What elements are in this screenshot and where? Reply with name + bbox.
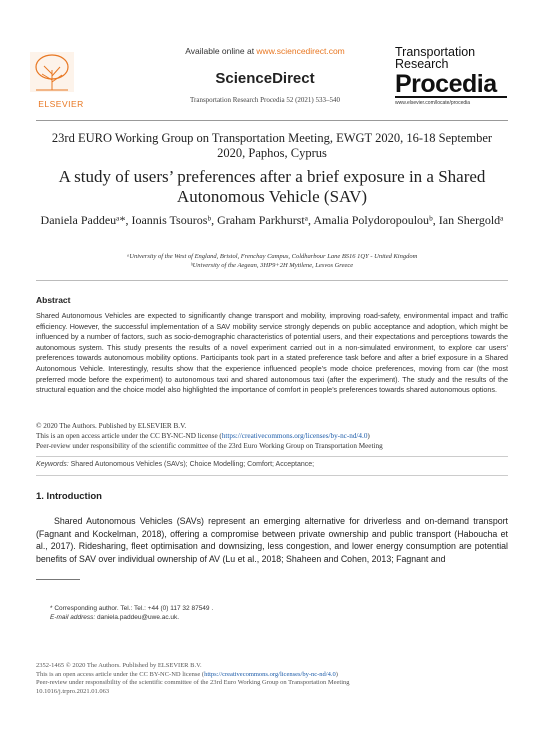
email-line (50, 613, 490, 622)
open-access-line (36, 431, 508, 441)
journal-logo-line1: Transportation (395, 45, 476, 59)
available-online (140, 46, 390, 56)
keywords-text: Shared Autonomous Vehicles (SAVs); Choice Modelling; Comfort; Acceptance; (70, 461, 315, 468)
author-list: Daniela Paddeuᵃ*, Ioannis Tsourosᵇ, Graham Parkhurstᵃ, Amalia Polydoropoulouᵇ, Ian Shergoldᵃ (40, 213, 504, 227)
journal-reference: Transportation Research Procedia 52 (2021) 533–540 (189, 96, 341, 104)
elsevier-tree-icon (30, 52, 74, 92)
license-block (36, 421, 508, 451)
affiliation-a: ᵃUniversity of the West of England, Bristol, Frenchay Campus, Coldharbour Lane BS16 1QY - United Kingdom (126, 253, 418, 260)
introduction-heading: 1. Introduction (36, 491, 102, 502)
conference-line: 23rd EURO Working Group on Transportation Meeting, EWGT 2020, 16-18 September 2020, Paphos, Cyprus (51, 131, 493, 160)
bottom-info (36, 662, 508, 696)
elsevier-wordmark: ELSEVIER (38, 99, 84, 109)
bottom-license-link[interactable]: https://creativecommons.org/licenses/by-nc-nd/4.0 (204, 670, 336, 678)
keywords-label: Keywords: (36, 461, 69, 468)
journal-logo-line2: Research (395, 57, 449, 71)
bottom-open-access-suffix: ) (335, 670, 338, 678)
email-address[interactable]: daniela.paddeu@uwe.ac.uk. (96, 614, 180, 621)
abstract-heading: Abstract (36, 295, 71, 305)
affiliations (40, 252, 504, 270)
bottom-open-access-line (36, 671, 508, 680)
keywords-top-divider (36, 456, 508, 457)
doi-line[interactable]: 10.1016/j.trpro.2021.01.063 (36, 687, 110, 695)
email-label: E-mail address: (50, 614, 96, 621)
introduction-body: Shared Autonomous Vehicles (SAVs) represent an emerging alternative for driverless and on-demand transport (Fagnant and Kockelman, 2018), offering a compromise between private ownership and public transport (Haboucha et al., 2017). Ridesharing, fleet optimisation and downsizing, less congestion, and lower energy consumption are potential benefits of SAV over individual ownership of AV (Lu et al., 2018; Shaheen and Cohen, 2013; Fagnant and (36, 516, 508, 564)
issn-line: 2352-1465 © 2020 The Authors. Published by ELSEVIER B.V. (36, 662, 202, 669)
journal-logo (395, 46, 507, 106)
journal-logo-procedia: Procedia (395, 72, 507, 98)
elsevier-logo (30, 52, 92, 109)
sciencedirect-link[interactable]: www.sciencedirect.com (256, 46, 345, 56)
peer-review-line: Peer-review under responsibility of the scientific committee of the 23rd Euro Working Group on Transportation Meeting (36, 442, 383, 450)
copyright-line: © 2020 The Authors. Published by ELSEVIER B.V. (36, 422, 187, 430)
header-divider (36, 120, 508, 121)
bottom-peer-review-line: Peer-review under responsibility of the scientific committee of the 23rd Euro Working Group on Transportation Meeting (36, 679, 350, 686)
license-link[interactable]: https://creativecommons.org/licenses/by-nc-nd/4.0 (221, 432, 368, 440)
keywords-line (36, 461, 508, 468)
sciencedirect-title: ScienceDirect (215, 70, 315, 87)
bottom-open-access-prefix: This is an open access article under the CC BY-NC-ND license ( (36, 670, 205, 678)
paper-title: A study of users’ preferences after a brief exposure in a Shared Autonomous Vehicle (SAV) (58, 167, 486, 206)
abstract-body: Shared Autonomous Vehicles are expected to significantly change transport and mobility, improving road-safety, environmental impact and traffic efficiency. However, the successful implementation of a SAV mobility service strongly depends on public acceptance and adoption, which might be influenced by a number of factors, such as socio-demographic characteristics of potential users, and their expectations and perceptions towards the autonomous system. This study presents the results of a novel experiment carried out in a non-simulated environment, to explore car users’ preferences towards autonomous mobility options. Participants took part in a stated preference task before and after a brief exposure in a Shared Autonomous Vehicle. Interestingly, results show that the experience influenced people’s mode choice preferences, moving from car (the most preferred mode before the experiment) to autonomous taxi and shared autonomous taxi (after the experiment). The study and the results of the structural equation and the choice model also highlighted the importance of comfort in people’s preferences towards shared autonomous options. (36, 311, 508, 395)
affiliation-b: ᵇUniversity of the Aegean, 3HP9+2H Mytilene, Lesvos Greece (190, 262, 354, 269)
affiliation-divider (36, 280, 508, 281)
open-access-suffix: ) (367, 432, 370, 440)
footnote (50, 604, 490, 622)
footnote-divider (36, 579, 80, 580)
journal-logo-url: www.elsevier.com/locate/procedia (395, 100, 471, 106)
corresponding-author: * Corresponding author. Tel.: Tel.: +44 (0) 117 32 87549 . (50, 605, 214, 612)
available-prefix: Available online at (185, 46, 257, 56)
keywords-bottom-divider (36, 475, 508, 476)
open-access-prefix: This is an open access article under the CC BY-NC-ND license ( (36, 432, 222, 440)
